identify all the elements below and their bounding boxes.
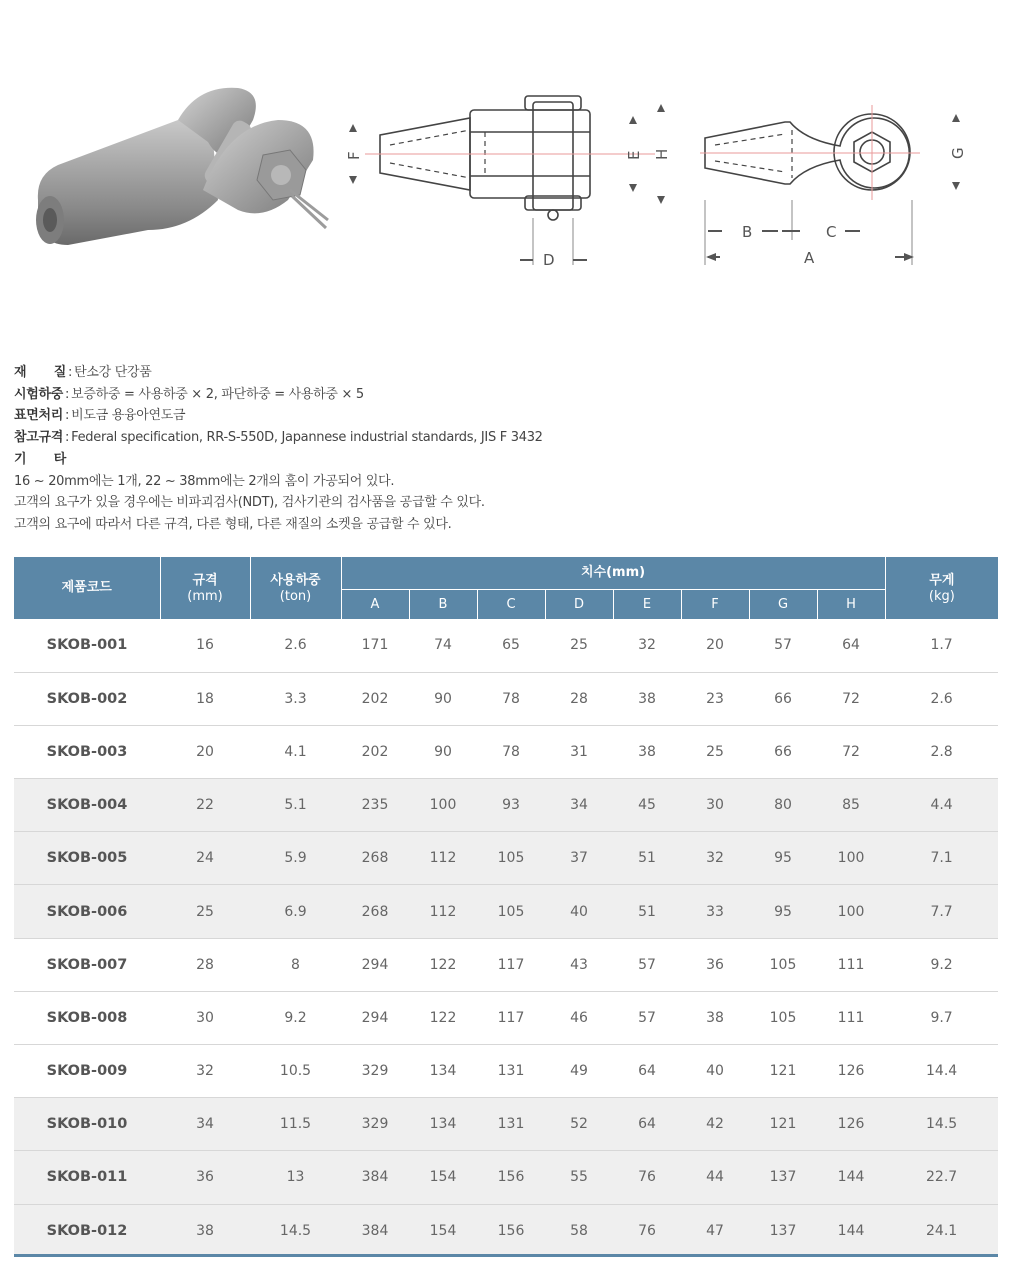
table-cell: 202 <box>341 725 409 778</box>
table-cell: 4.1 <box>250 725 341 778</box>
cell-product-code: SKOB-012 <box>14 1204 160 1257</box>
table-cell: 2.8 <box>885 725 998 778</box>
table-cell: 20 <box>681 619 749 672</box>
spec-finish <box>14 405 1004 427</box>
table-cell: 9.2 <box>885 938 998 991</box>
table-cell: 51 <box>613 885 681 938</box>
spec-note: 고객의 요구가 있을 경우에는 비파괴검사(NDT), 검사기관의 검사품을 공급할 수 있다. <box>14 495 485 511</box>
table-cell: 66 <box>749 725 817 778</box>
table-cell: 384 <box>341 1151 409 1204</box>
dim-label-f: F <box>345 151 363 160</box>
spec-other <box>14 449 1004 471</box>
table-cell: 49 <box>545 1045 613 1098</box>
spec-separator: : <box>65 430 70 446</box>
table-cell: 117 <box>477 938 545 991</box>
table-cell: 90 <box>409 725 477 778</box>
table-cell: 34 <box>160 1098 250 1151</box>
table-cell: 105 <box>477 885 545 938</box>
table-cell: 85 <box>817 779 885 832</box>
header-dim-col: C <box>477 589 545 619</box>
dim-label-a: A <box>804 249 815 267</box>
table-cell: 111 <box>817 938 885 991</box>
table-cell: 122 <box>409 938 477 991</box>
spec-section <box>14 362 1004 536</box>
table-cell: 126 <box>817 1098 885 1151</box>
table-cell: 18 <box>160 672 250 725</box>
spec-key: 시험하중 <box>14 386 64 402</box>
table-row <box>14 885 998 938</box>
cell-product-code: SKOB-003 <box>14 725 160 778</box>
table-cell: 105 <box>477 832 545 885</box>
spec-material <box>14 362 1004 384</box>
header-dim-col: H <box>817 589 885 619</box>
table-cell: 144 <box>817 1151 885 1204</box>
table-cell: 64 <box>613 1045 681 1098</box>
table-row <box>14 832 998 885</box>
table-cell: 329 <box>341 1045 409 1098</box>
table-cell: 7.1 <box>885 832 998 885</box>
table-cell: 57 <box>613 938 681 991</box>
table-cell: 294 <box>341 991 409 1044</box>
table-cell: 25 <box>160 885 250 938</box>
product-figures <box>0 0 1024 300</box>
spec-value: Federal specification, RR-S-550D, Japannese industrial standards, JIS F 3432 <box>71 430 543 446</box>
table-cell: 93 <box>477 779 545 832</box>
spec-key-char: 타 <box>53 451 66 467</box>
spec-table <box>14 557 998 1257</box>
spec-note: 16 ~ 20mm에는 1개, 22 ~ 38mm에는 2개의 홈이 가공되어 있다. <box>14 473 395 489</box>
table-cell: 111 <box>817 991 885 1044</box>
table-row <box>14 619 998 672</box>
table-cell: 100 <box>409 779 477 832</box>
spec-value: 비도금 용융아연도금 <box>71 408 186 424</box>
table-cell: 134 <box>409 1098 477 1151</box>
table-cell: 154 <box>409 1151 477 1204</box>
table-cell: 235 <box>341 779 409 832</box>
dim-label-g: G <box>949 147 967 159</box>
table-cell: 100 <box>817 885 885 938</box>
table-cell: 14.5 <box>885 1098 998 1151</box>
table-cell: 42 <box>681 1098 749 1151</box>
table-cell: 72 <box>817 672 885 725</box>
table-cell: 37 <box>545 832 613 885</box>
table-cell: 1.7 <box>885 619 998 672</box>
header-dim-col: E <box>613 589 681 619</box>
table-cell: 95 <box>749 832 817 885</box>
spec-key-char: 질 <box>53 365 66 380</box>
table-cell: 11.5 <box>250 1098 341 1151</box>
table-cell: 6.9 <box>250 885 341 938</box>
table-cell: 36 <box>160 1151 250 1204</box>
header-load: 사용하중 (ton) <box>250 557 341 619</box>
table-row <box>14 1204 998 1257</box>
table-cell: 294 <box>341 938 409 991</box>
table-cell: 43 <box>545 938 613 991</box>
cell-product-code: SKOB-002 <box>14 672 160 725</box>
table-cell: 121 <box>749 1098 817 1151</box>
spec-separator: : <box>68 365 73 380</box>
header-code: 제품코드 <box>14 557 160 619</box>
table-cell: 20 <box>160 725 250 778</box>
table-cell: 137 <box>749 1204 817 1257</box>
spec-key-char: 기 <box>14 451 27 467</box>
table-cell: 105 <box>749 991 817 1044</box>
table-cell: 156 <box>477 1151 545 1204</box>
table-cell: 38 <box>613 725 681 778</box>
table-cell: 76 <box>613 1204 681 1257</box>
table-cell: 23 <box>681 672 749 725</box>
table-cell: 384 <box>341 1204 409 1257</box>
table-cell: 137 <box>749 1151 817 1204</box>
table-cell: 134 <box>409 1045 477 1098</box>
table-cell: 66 <box>749 672 817 725</box>
dim-label-d: D <box>543 251 555 269</box>
table-cell: 268 <box>341 832 409 885</box>
table-cell: 65 <box>477 619 545 672</box>
table-cell: 9.7 <box>885 991 998 1044</box>
header-dims: 치수(mm) <box>341 557 885 589</box>
table-cell: 30 <box>681 779 749 832</box>
table-cell: 40 <box>545 885 613 938</box>
table-cell: 329 <box>341 1098 409 1151</box>
table-cell: 58 <box>545 1204 613 1257</box>
table-cell: 105 <box>749 938 817 991</box>
table-cell: 52 <box>545 1098 613 1151</box>
cell-product-code: SKOB-006 <box>14 885 160 938</box>
cell-product-code: SKOB-004 <box>14 779 160 832</box>
table-bottom-rule <box>14 1254 998 1257</box>
table-cell: 131 <box>477 1045 545 1098</box>
table-cell: 57 <box>613 991 681 1044</box>
table-cell: 34 <box>545 779 613 832</box>
table-header <box>14 557 998 619</box>
cell-product-code: SKOB-007 <box>14 938 160 991</box>
table-cell: 22.7 <box>885 1151 998 1204</box>
dim-label-b: B <box>742 223 753 241</box>
table-cell: 13 <box>250 1151 341 1204</box>
table-row <box>14 672 998 725</box>
table-cell: 156 <box>477 1204 545 1257</box>
table-row <box>14 1151 998 1204</box>
table-cell: 154 <box>409 1204 477 1257</box>
table-cell: 57 <box>749 619 817 672</box>
dim-label-e: E <box>625 150 643 160</box>
dim-label-h: H <box>653 148 671 160</box>
table-cell: 30 <box>160 991 250 1044</box>
table-cell: 80 <box>749 779 817 832</box>
table-cell: 45 <box>613 779 681 832</box>
table-cell: 33 <box>681 885 749 938</box>
header-dim-col: A <box>341 589 409 619</box>
table-row <box>14 1098 998 1151</box>
table-cell: 112 <box>409 885 477 938</box>
table-cell: 268 <box>341 885 409 938</box>
table-row <box>14 725 998 778</box>
cell-product-code: SKOB-010 <box>14 1098 160 1151</box>
spec-note: 고객의 요구에 따라서 다른 규격, 다른 형태, 다른 재질의 소켓을 공급할 수 있다. <box>14 516 452 532</box>
table-row <box>14 991 998 1044</box>
table-cell: 38 <box>613 672 681 725</box>
table-cell: 64 <box>613 1098 681 1151</box>
header-dim-col: F <box>681 589 749 619</box>
table-cell: 44 <box>681 1151 749 1204</box>
front-view-drawing <box>335 90 675 280</box>
table-cell: 14.5 <box>250 1204 341 1257</box>
table-cell: 16 <box>160 619 250 672</box>
table-cell: 28 <box>545 672 613 725</box>
table-cell: 117 <box>477 991 545 1044</box>
table-cell: 74 <box>409 619 477 672</box>
table-body <box>14 619 998 1257</box>
table-cell: 24.1 <box>885 1204 998 1257</box>
table-cell: 25 <box>545 619 613 672</box>
table-cell: 22 <box>160 779 250 832</box>
table-cell: 31 <box>545 725 613 778</box>
table-cell: 202 <box>341 672 409 725</box>
table-cell: 55 <box>545 1151 613 1204</box>
table-cell: 40 <box>681 1045 749 1098</box>
table-cell: 72 <box>817 725 885 778</box>
table-row <box>14 1045 998 1098</box>
spec-table-wrapper <box>14 557 998 1257</box>
table-cell: 32 <box>681 832 749 885</box>
cell-product-code: SKOB-009 <box>14 1045 160 1098</box>
table-cell: 28 <box>160 938 250 991</box>
cell-product-code: SKOB-005 <box>14 832 160 885</box>
table-cell: 8 <box>250 938 341 991</box>
spec-separator: : <box>65 408 70 424</box>
header-dim-col: G <box>749 589 817 619</box>
spec-value: 탄소강 단강품 <box>74 365 152 380</box>
spec-key: 참고규격 <box>14 430 64 446</box>
table-cell: 78 <box>477 672 545 725</box>
table-cell: 10.5 <box>250 1045 341 1098</box>
cell-product-code: SKOB-011 <box>14 1151 160 1204</box>
table-cell: 32 <box>613 619 681 672</box>
table-cell: 90 <box>409 672 477 725</box>
table-cell: 2.6 <box>885 672 998 725</box>
table-cell: 5.9 <box>250 832 341 885</box>
table-cell: 126 <box>817 1045 885 1098</box>
table-cell: 38 <box>160 1204 250 1257</box>
table-cell: 131 <box>477 1098 545 1151</box>
table-cell: 3.3 <box>250 672 341 725</box>
spec-value: 보증하중 = 사용하중 × 2, 파단하중 = 사용하중 × 5 <box>71 386 364 402</box>
cell-product-code: SKOB-008 <box>14 991 160 1044</box>
side-view-drawing <box>690 100 980 280</box>
spec-key-char: 재 <box>14 365 27 380</box>
table-cell: 47 <box>681 1204 749 1257</box>
table-cell: 122 <box>409 991 477 1044</box>
table-cell: 32 <box>160 1045 250 1098</box>
spec-test-load <box>14 384 1004 406</box>
header-weight: 무게 (kg) <box>885 557 998 619</box>
table-cell: 100 <box>817 832 885 885</box>
table-cell: 7.7 <box>885 885 998 938</box>
table-cell: 95 <box>749 885 817 938</box>
header-dim-col: B <box>409 589 477 619</box>
table-cell: 4.4 <box>885 779 998 832</box>
dim-label-c: C <box>826 223 837 241</box>
cell-product-code: SKOB-001 <box>14 619 160 672</box>
table-cell: 38 <box>681 991 749 1044</box>
spec-separator: : <box>65 386 70 402</box>
header-dim-col: D <box>545 589 613 619</box>
spec-reference <box>14 427 1004 449</box>
header-size: 규격 (mm) <box>160 557 250 619</box>
table-cell: 36 <box>681 938 749 991</box>
table-cell: 76 <box>613 1151 681 1204</box>
spec-key: 표면처리 <box>14 408 64 424</box>
table-cell: 46 <box>545 991 613 1044</box>
table-cell: 9.2 <box>250 991 341 1044</box>
table-cell: 144 <box>817 1204 885 1257</box>
table-row <box>14 938 998 991</box>
table-cell: 112 <box>409 832 477 885</box>
table-cell: 78 <box>477 725 545 778</box>
table-cell: 51 <box>613 832 681 885</box>
table-cell: 14.4 <box>885 1045 998 1098</box>
table-cell: 5.1 <box>250 779 341 832</box>
table-cell: 24 <box>160 832 250 885</box>
table-cell: 25 <box>681 725 749 778</box>
table-cell: 2.6 <box>250 619 341 672</box>
table-cell: 121 <box>749 1045 817 1098</box>
table-row <box>14 779 998 832</box>
table-cell: 171 <box>341 619 409 672</box>
table-cell: 64 <box>817 619 885 672</box>
socket-photo <box>28 80 338 250</box>
